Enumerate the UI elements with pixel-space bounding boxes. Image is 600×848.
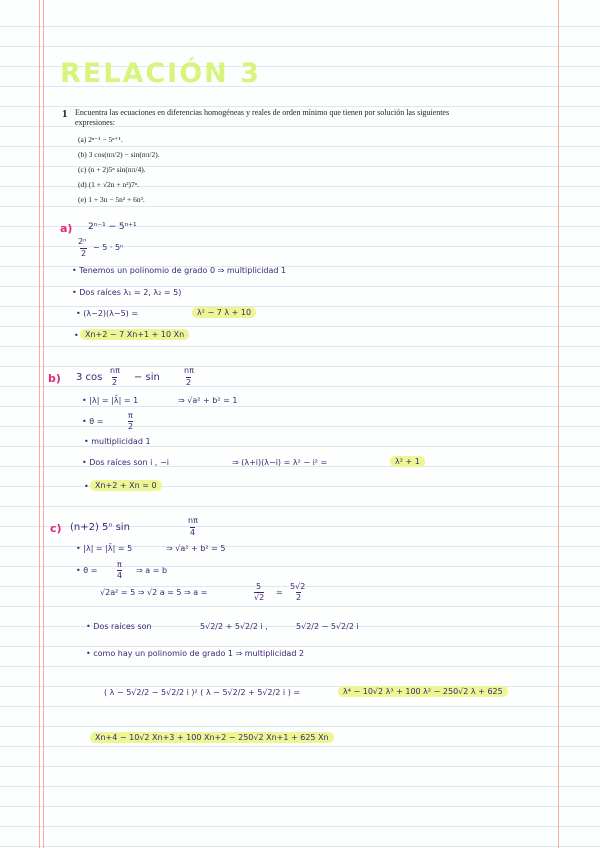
- part-c-line-3-den2: 2: [296, 593, 302, 602]
- problem-item-a: (a) 2ⁿ⁻¹ − 5ⁿ⁺¹.: [78, 135, 123, 144]
- part-c-line-1-b: ⇒ √a² + b² = 5: [166, 544, 226, 553]
- part-b-frac2-num: nπ: [184, 366, 194, 375]
- part-c-difference-equation: Xn+4 − 10√2 Xn+3 + 100 Xn+2 − 250√2 Xn+1 + 625 Xn: [90, 732, 334, 743]
- part-a-characteristic-polynomial: λ² − 7 λ + 10: [192, 307, 256, 318]
- page-title: RELACIÓN 3: [60, 58, 261, 89]
- part-a-expression: 2ⁿ⁻¹ − 5ⁿ⁺¹: [88, 222, 137, 232]
- problem-item-b: (b) 3 cos(nπ/2) − sin(nπ/2).: [78, 150, 160, 159]
- part-b-expression-mid: − sin: [134, 372, 160, 383]
- part-a-line-2: • Dos raíces λ₁ = 2, λ₂ = 5): [72, 288, 182, 297]
- part-c-line-3-den1: √2: [254, 593, 265, 602]
- part-c-line-2-num: π: [117, 560, 122, 569]
- problem-item-e: (e) 1 + 3n − 5n² + 6n³.: [78, 195, 145, 204]
- part-c-frac-den: 4: [190, 528, 196, 537]
- part-a-bullet-4: •: [74, 331, 79, 340]
- part-c-frac-num: nπ: [188, 516, 198, 525]
- problem-number: 1: [62, 108, 68, 120]
- part-a-frac-den: 2: [81, 249, 87, 258]
- part-b-line-3: • multiplicidad 1: [84, 437, 151, 446]
- problem-item-c: (c) (n + 2)5ⁿ sin(nπ/4).: [78, 165, 146, 174]
- problem-statement: [62, 108, 472, 207]
- part-a-line-1: • Tenemos un polinomio de grado 0 ⇒ multiplicidad 1: [72, 266, 287, 275]
- part-b-line-4: • Dos raíces son i , −i: [82, 458, 169, 467]
- part-c-line-2-den: 4: [117, 571, 123, 580]
- part-c-line-3-num1: 5: [256, 582, 262, 591]
- part-c-expression-pre: (n+2) 5ⁿ sin: [70, 522, 130, 533]
- part-c-line-5: • como hay un polinomio de grado 1 ⇒ multiplicidad 2: [86, 649, 305, 658]
- part-b-bullet-5: •: [84, 482, 89, 491]
- part-a-difference-equation: Xn+2 − 7 Xn+1 + 10 Xn: [80, 329, 189, 340]
- part-c-line-4: • Dos raíces son: [86, 622, 152, 631]
- part-b-line-1: • |λ| = |λ̄| = 1: [82, 396, 139, 405]
- part-c-line-2-b: ⇒ a = b: [136, 566, 168, 575]
- part-a-frac-rest: − 5 · 5ⁿ: [93, 243, 124, 252]
- part-c-characteristic-polynomial: λ⁴ − 10√2 λ³ + 100 λ² − 250√2 λ + 625: [338, 686, 508, 697]
- part-c-label: c): [50, 522, 62, 535]
- part-c-line-1: • |λ| = |λ̄| = 5: [76, 544, 133, 553]
- part-b-line-4-b: ⇒ (λ+i)(λ−i) = λ² − i² =: [232, 458, 328, 467]
- part-c-line-3-num2: 5√2: [290, 582, 306, 591]
- part-b-line-2-den: 2: [128, 422, 134, 431]
- problem-text: Encuentra las ecuaciones en diferencias homogéneas y reales de orden mínimo que tienen por solución las siguientes expresiones:: [75, 108, 450, 127]
- part-b-line-2: • θ =: [82, 417, 104, 426]
- part-b-frac2-den: 2: [186, 378, 192, 387]
- part-b-frac1-num: nπ: [110, 366, 120, 375]
- part-a-frac-num: 2ⁿ: [78, 237, 87, 246]
- part-c-line-3-eq: =: [276, 588, 283, 597]
- part-b-line-1-b: ⇒ √a² + b² = 1: [178, 396, 238, 405]
- margin-line-right: [558, 0, 559, 848]
- problem-items: [78, 132, 472, 207]
- part-c-line-6: ( λ − 5√2/2 − 5√2/2 i )² ( λ − 5√2/2 + 5√2/2 i ) =: [104, 688, 301, 697]
- part-a-label: a): [60, 222, 73, 235]
- part-b-characteristic-polynomial: λ² + 1: [390, 456, 425, 467]
- part-c-root-1: 5√2/2 + 5√2/2 i ,: [200, 622, 268, 631]
- part-c-line-2: • θ =: [76, 566, 98, 575]
- problem-item-d: (d) (1 + √2n + n²)7ⁿ.: [78, 180, 139, 189]
- margin-line-left: [39, 0, 40, 848]
- margin-line-left-inner: [43, 0, 44, 848]
- part-b-expression-pre: 3 cos: [76, 372, 103, 383]
- part-c-line-3: √2a² = 5 ⇒ √2 a = 5 ⇒ a =: [100, 588, 208, 597]
- part-b-line-2-num: π: [128, 411, 133, 420]
- part-b-label: b): [48, 372, 61, 385]
- part-b-difference-equation: Xn+2 + Xn = 0: [90, 480, 162, 491]
- part-a-line-3: • (λ−2)(λ−5) =: [76, 309, 139, 318]
- part-c-root-2: 5√2/2 − 5√2/2 i: [296, 622, 359, 631]
- part-b-frac1-den: 2: [112, 378, 118, 387]
